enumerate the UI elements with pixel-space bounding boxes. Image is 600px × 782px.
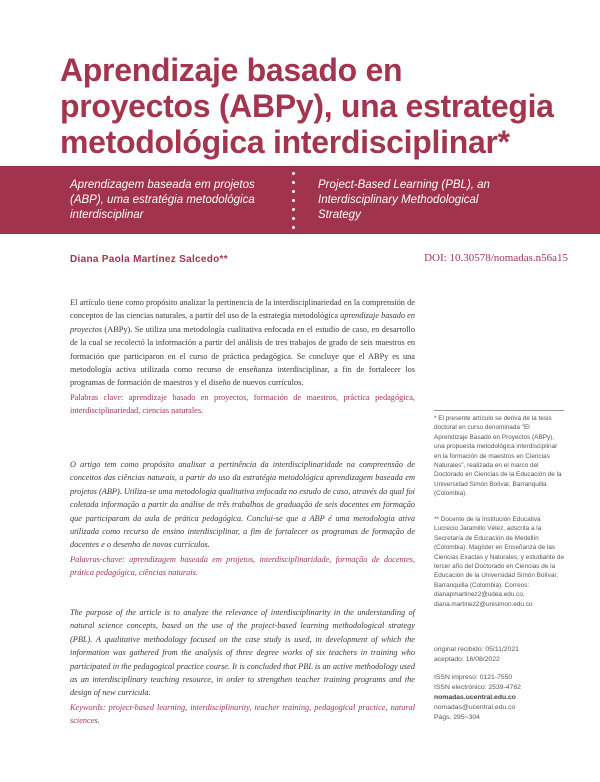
- title-line-2: proyectos (ABPy), una estrategia: [60, 88, 554, 124]
- abstract-english-text: The purpose of the article is to analyze the relevance of interdisciplinarity in the understanding of natural science concepts, based on the use of the project-based learning methodological strategy (PBL). A qualitative methodology focused on the case study is used, in development of which the information was gathered from the analysis of three degree works of six teachers in training who participated in the pedagogical practice course. It is concluded that PBL is an active methodology used as an interdisciplinary teaching resource, in order to strengthen teacher training programs and the design of new curricula.: [70, 608, 415, 698]
- footnote-author-bio: ** Docente de la Institución Educativa Lucrecio Jaramillo Vélez, adscrita a la Secretaría de Educación de Medellín (Colombia). Magíster en Enseñanza de las Ciencias Exactas y Naturales, y estudiante de tercer año del Doctorado en Ciencias de la Educación de la Universidad Simón Bolívar, Barranquilla (Colombia). Correos: dianapmartinez2@udea.edu.co, diana.martinez2@unisimon.edu.co: [434, 516, 565, 608]
- portuguese-title-line-3: interdisciplinar: [70, 209, 144, 221]
- portuguese-title: [70, 178, 270, 223]
- abstract-spanish-emphasis: aprendizaje basado en proyectos: [70, 311, 415, 334]
- article-dates: [434, 645, 564, 665]
- footnote-article-origin: * El presente artículo se deriva de la tesis doctoral en curso denominada "El Aprendizaje Basado en Proyectos (ABPy), una propuesta metodológica interdisciplinar en la formación de maestros en Ciencias Naturales", realizada en el marco del Doctorado en Ciencias de la Educación de la Universidad Simón Bolívar, Barranquilla (Colombia).: [434, 410, 564, 499]
- keywords-spanish: Palabras clave: aprendizaje basado en proyectos, formación de maestros, práctica pedagógica, interdisciplinariedad, ciencias naturales.: [70, 392, 415, 416]
- translated-titles-band: [0, 166, 600, 234]
- author-name: Diana Paola Martínez Salcedo**: [70, 254, 228, 265]
- keywords-spanish-label: Palabras clave:: [70, 392, 124, 402]
- abstract-portuguese: [70, 458, 415, 580]
- doi-link[interactable]: DOI: 10.30578/nomadas.n56a15: [424, 252, 568, 264]
- journal-website-link[interactable]: nomadas.ucentral.edu.co: [434, 694, 516, 701]
- english-title-line-1: Project-Based Learning (PBL), an: [318, 179, 490, 191]
- english-title-line-2: Interdisciplinary Methodological: [318, 194, 479, 206]
- english-title-line-3: Strategy: [318, 209, 361, 221]
- issn-print: ISSN impreso: 0121-7550: [434, 674, 513, 681]
- portuguese-title-line-2: (ABP), uma estratégia metodológica: [70, 194, 255, 206]
- keywords-portuguese-label: Palavras-chave:: [70, 554, 125, 564]
- issn-online: ISSN electrónico: 2539-4762: [434, 684, 521, 691]
- title-line-3: metodológica interdisciplinar*: [60, 124, 510, 160]
- english-title: [318, 178, 538, 223]
- article-title: [60, 52, 554, 160]
- page-range: Págs. 295~304: [434, 714, 480, 721]
- abstract-english: [70, 606, 415, 728]
- keywords-english: Keywords: project-based learning, interdisciplinarity, teacher training, pedagogical practice, natural sciences.: [70, 702, 415, 726]
- portuguese-title-line-1: Aprendizagem baseada em projetos: [70, 179, 255, 191]
- journal-email[interactable]: nomadas@ucentral.edu.co: [434, 704, 516, 711]
- keywords-english-label: Keywords:: [70, 702, 106, 712]
- title-line-1: Aprendizaje basado en: [60, 52, 403, 88]
- accepted-date: aceptado: 16/08/2022: [434, 656, 500, 663]
- dotted-divider: [291, 172, 297, 230]
- received-date: original recibido: 05/11/2021: [434, 646, 519, 653]
- journal-info: [434, 673, 564, 723]
- abstract-spanish-text: El artículo tiene como propósito analizar la pertinencia de la interdisciplinariedad en la comprensión de conceptos de las ciencias naturales, a partir del uso de la estrategia metodológica aprendizaje basado en proyectos (ABPy). Se utiliza una metodología cualitativa enfocada en el estudio de caso, en desarrollo de la cual se recolectó la información a partir del análisis de tres trabajos de grado de seis maestros en formación que participaron en el curso de práctica pedagógica. Se concluye que el ABPy es una metodología activa utilizada como recurso de enseñanza interdisciplinar, a fin de fortalecer los programas de formación de maestros y el diseño de nuevos currículos.: [70, 298, 415, 388]
- abstract-portuguese-text: O artigo tem como propósito analisar a pertinência da interdisciplinaridade na compreensão de conceitos das ciências naturais, a partir do uso da estratégia metodológica aprendizagem baseada em projetos (ABP). Utiliza-se uma metodologia qualitativa enfocada no estudo de caso, através da qual foi coletada informação a partir da análise de três trabalhos de graduação de seis docentes em formação que participaram da aula de prática pedagógica. Conclui-se que a ABP é uma metodologia ativa utilizada como recurso de ensino interdisciplinar, a fim de fortalecer os programas de formação de docentes e o desenho de novos currículos.: [70, 460, 415, 550]
- keywords-portuguese: Palavras-chave: aprendizagem baseada em projetos, interdisciplinaridade, formação de docentes, prática pedagógica, ciências naturais.: [70, 554, 415, 578]
- abstract-spanish: [70, 296, 415, 418]
